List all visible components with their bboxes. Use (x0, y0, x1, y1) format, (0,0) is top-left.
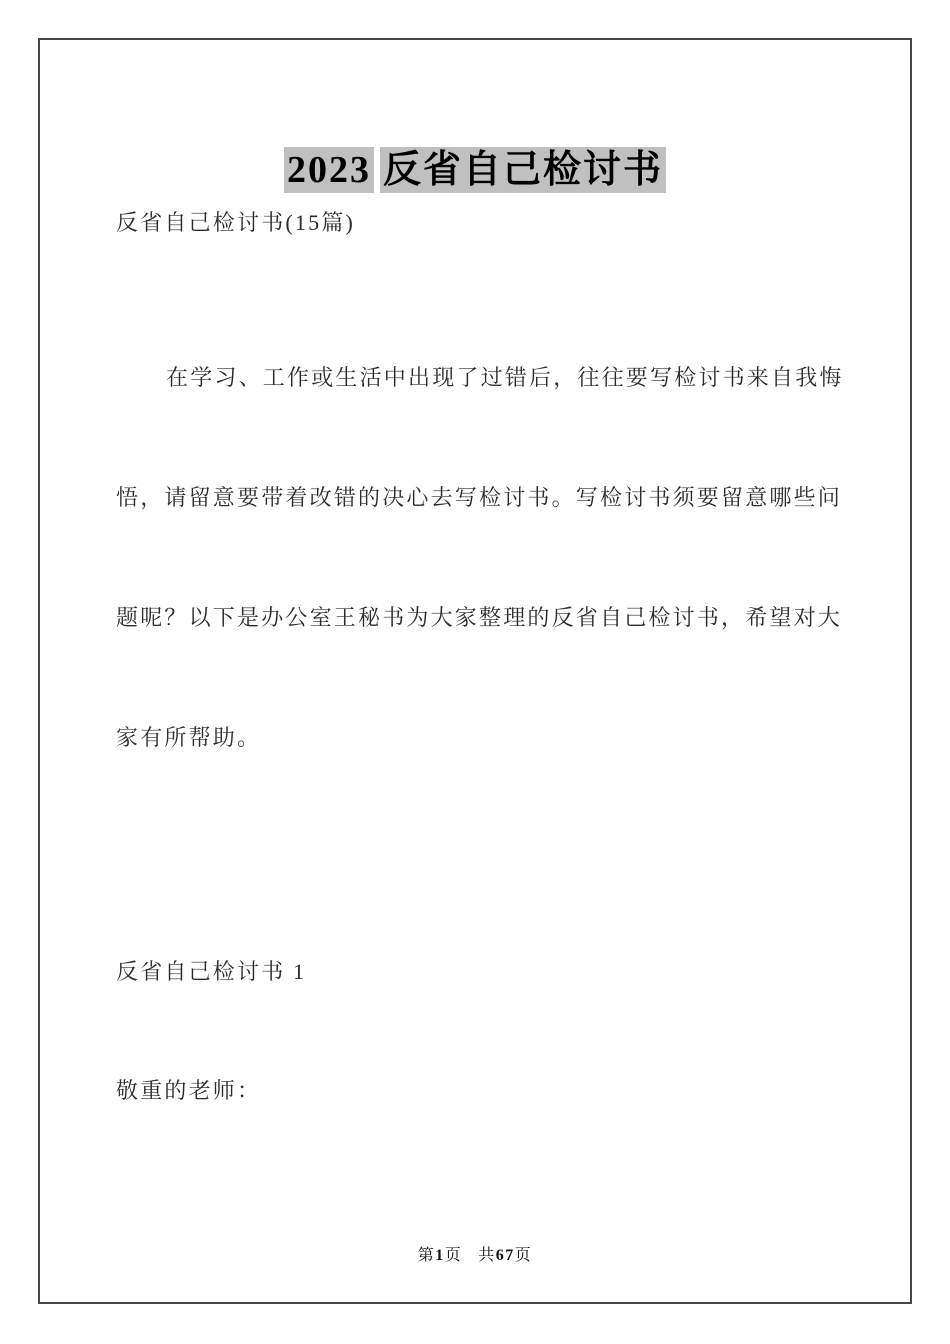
footer-page-number: 1 (435, 1247, 445, 1264)
footer-page-prefix: 第 (417, 1247, 436, 1264)
footer-current-page (418, 1247, 463, 1264)
page-border (38, 38, 912, 1304)
intro-line-3: 题呢？以下是办公室王秘书为大家整理的反省自己检讨书，希望对大 (116, 605, 843, 630)
salutation: 敬重的老师： (116, 1078, 262, 1103)
title-year: 2023 (284, 147, 374, 193)
intro-line-2: 悟，请留意要带着改错的决心去写检讨书。写检讨书须要留意哪些问 (116, 485, 843, 510)
page-title (40, 147, 910, 193)
title-text: 反省自己检讨书 (380, 147, 666, 193)
footer-total-suffix: 页 (514, 1247, 533, 1264)
footer-page-suffix: 页 (444, 1247, 463, 1264)
footer-total-prefix: 共 (478, 1247, 496, 1264)
intro-line-1: 在学习、工作或生活中出现了过错后，往往要写检讨书来自我悔 (166, 365, 844, 390)
footer-total-pages (478, 1247, 532, 1264)
section-heading: 反省自己检讨书 1 (116, 959, 307, 984)
intro-line-4: 家有所帮助。 (116, 725, 262, 750)
subtitle: 反省自己检讨书(15篇) (116, 210, 356, 235)
page-footer (40, 1242, 910, 1265)
footer-total-number: 67 (495, 1247, 515, 1264)
